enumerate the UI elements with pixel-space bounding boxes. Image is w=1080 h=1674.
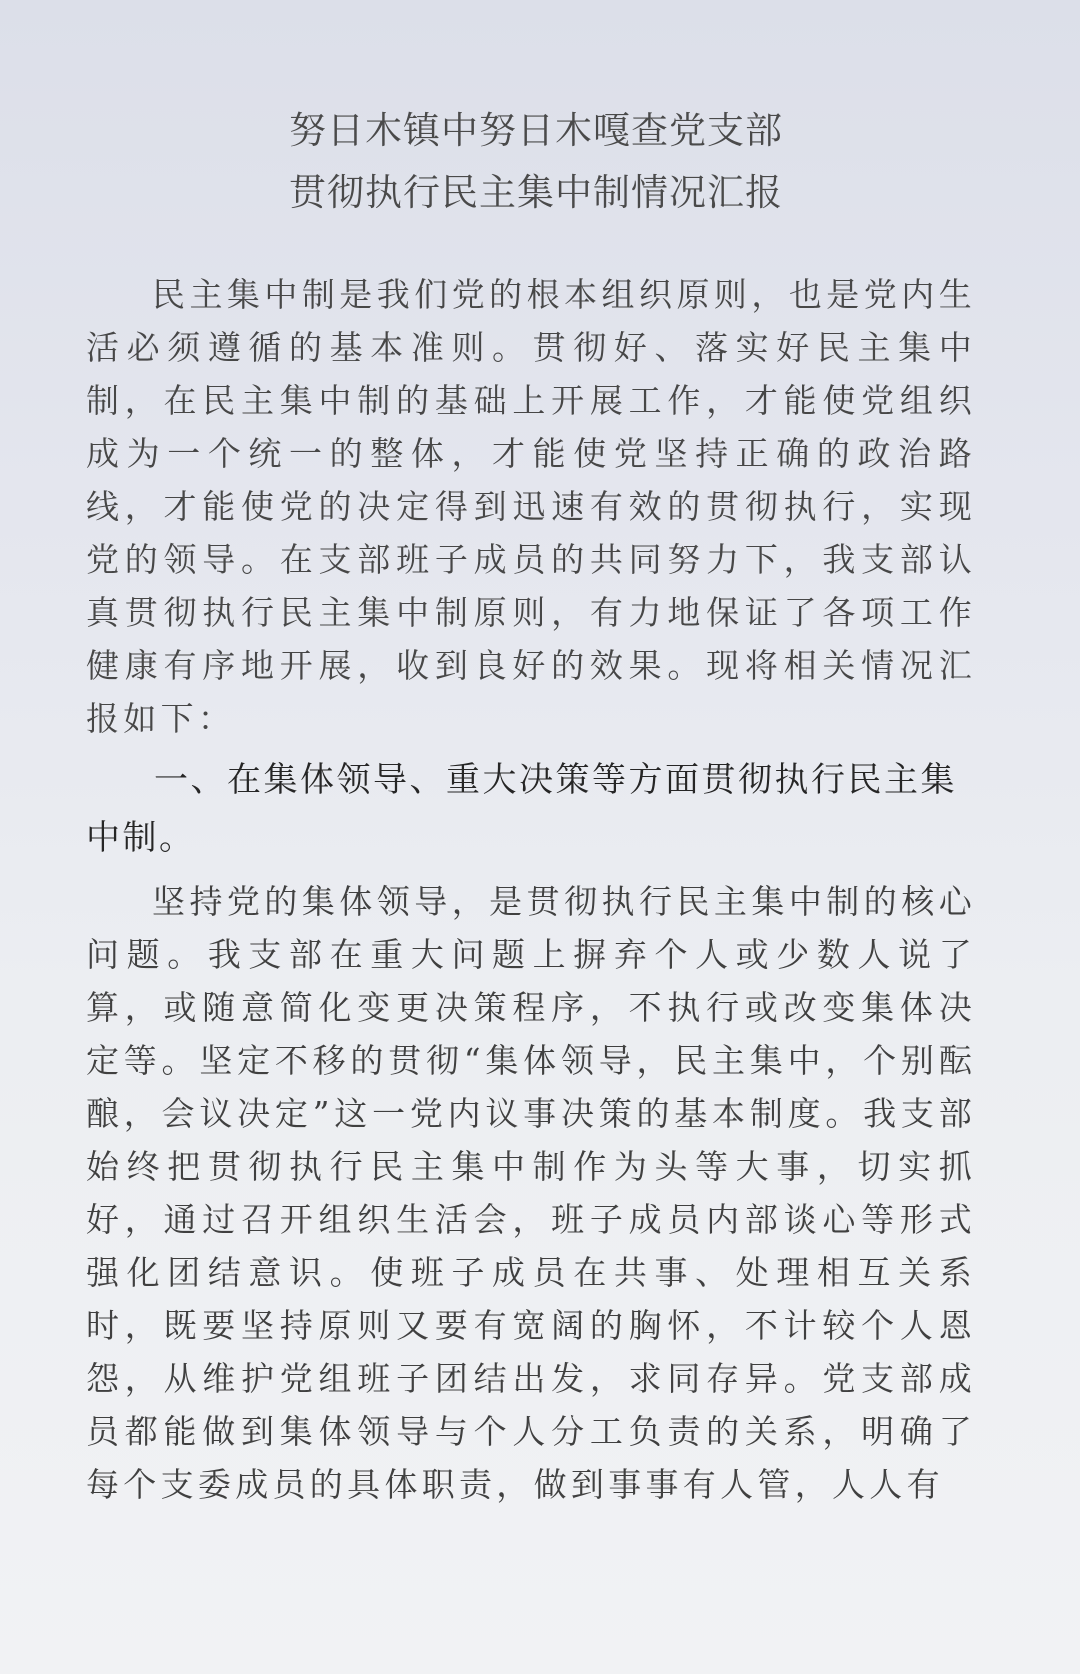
document-title <box>96 100 976 224</box>
title-line-1: 努日木镇中努日木嘎查党支部 <box>289 109 783 152</box>
intro-paragraph: 民主集中制是我们党的根本组织原则，也是党内生活必须遵循的基本准则。贯彻好、落实好民主集中制，在民主集中制的基础上开展工作，才能使党组织成为一个统一的整体，才能使党坚持正确的政治路线，才能使党的决定得到迅速有效的贯彻执行，实现党的领导。在支部班子成员的共同努力下，我支部认真贯彻执行民主集中制原则，有力地保证了各项工作健康有序地开展，收到良好的效果。现将相关情况汇报如下： <box>86 275 976 738</box>
section-1-paragraph: 坚持党的集体领导，是贯彻执行民主集中制的核心问题。我支部在重大问题上摒弃个人或少数人说了算，或随意简化变更决策程序，不执行或改变集体决定等。坚定不移的贯彻“集体领导，民主集中，个别酝酿，会议决定”这一党内议事决策的基本制度。我支部始终把贯彻执行民主集中制作为头等大事，切实抓好，通过召开组织生活会，班子成员内部谈心等形式强化团结意识。使班子成员在共事、处理相互关系时，既要坚持原则又要有宽阔的胸怀，不计较个人恩怨，从维护党组班子团结出发，求同存异。党支部成员都能做到集体领导与个人分工负责的关系，明确了每个支委成员的具体职责，做到事事有人管，人人有 <box>86 882 976 1504</box>
document-body <box>86 268 976 1511</box>
section-1-heading: 一、在集体领导、重大决策等方面贯彻执行民主集中制。 <box>86 760 957 858</box>
title-line-2: 贯彻执行民主集中制情况汇报 <box>289 171 783 214</box>
